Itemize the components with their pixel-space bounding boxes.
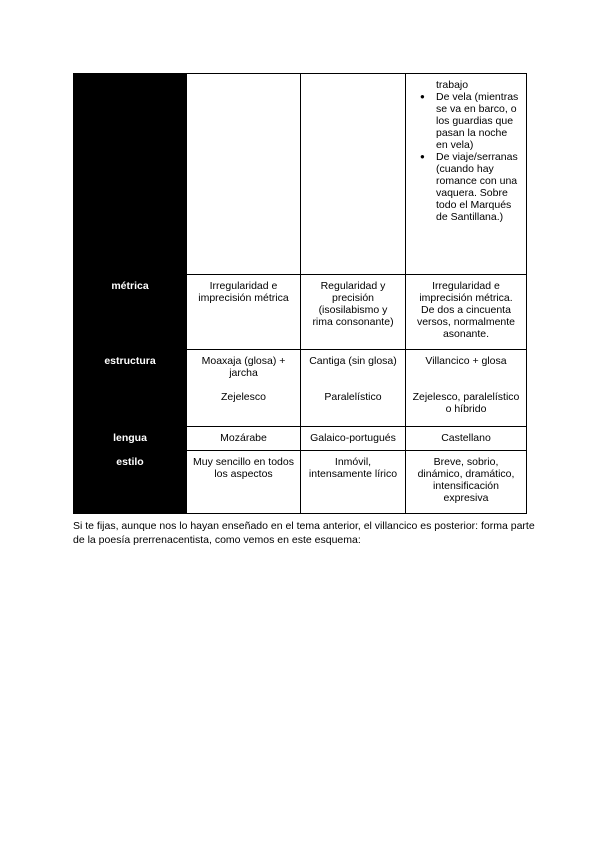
list-item: ● De vela (mientras se va en barco, o los guardias que pasan la noche en vela)	[412, 91, 520, 151]
table-cell: Castellano	[406, 427, 527, 451]
table-cell	[406, 74, 527, 275]
bullet-list	[412, 91, 520, 223]
cell-text: Zejelesco, paralelístico o híbrido	[412, 391, 520, 415]
table-cell: Galaico-portugués	[301, 427, 406, 451]
cell-text: Moaxaja (glosa) + jarcha	[201, 355, 286, 379]
table-row	[74, 350, 527, 427]
cell-text: Villancico + glosa	[425, 355, 507, 367]
continued-text: trabajo	[436, 79, 469, 91]
cell-text: Zejelesco	[221, 391, 266, 403]
table-cell	[301, 350, 406, 427]
table-cell	[187, 350, 301, 427]
cell-text: Cantiga (sin glosa)	[309, 355, 397, 367]
cell-text: Paralelístico	[324, 391, 382, 403]
table-cell: Regularidad y precisión (isosilabismo y rima consonante)	[301, 275, 406, 350]
table-row	[74, 427, 527, 451]
table-cell: Mozárabe	[187, 427, 301, 451]
table-cell: Irregularidad e imprecisión métrica. De dos a cincuenta versos, normalmente asonante.	[406, 275, 527, 350]
body-paragraph: Si te fijas, aunque nos lo hayan enseñado en el tema anterior, el villancico es posterior: forma parte de la poesía prerrenacentista, como vemos en este esquema:	[73, 520, 535, 546]
row-header-estilo: estilo	[74, 451, 187, 514]
table-cell	[187, 74, 301, 275]
row-header-metrica: métrica	[74, 275, 187, 350]
list-item: ● De viaje/serranas (cuando hay romance con una vaquera. Sobre todo el Marqués de Santillana.)	[412, 151, 520, 223]
table-cell	[406, 350, 527, 427]
table-cell: Inmóvil, intensamente lírico	[301, 451, 406, 514]
table-row	[74, 275, 527, 350]
table-cell: Muy sencillo en todos los aspectos	[187, 451, 301, 514]
comparison-table	[73, 73, 527, 514]
row-header-estructura: estructura	[74, 350, 187, 427]
table-cell: Irregularidad e imprecisión métrica	[187, 275, 301, 350]
table-cell: Breve, sobrio, dinámico, dramático, intensificación expresiva	[406, 451, 527, 514]
table-cell	[301, 74, 406, 275]
row-header-continued	[74, 74, 187, 275]
table-row	[74, 74, 527, 275]
row-header-lengua: lengua	[74, 427, 187, 451]
table-row	[74, 451, 527, 514]
